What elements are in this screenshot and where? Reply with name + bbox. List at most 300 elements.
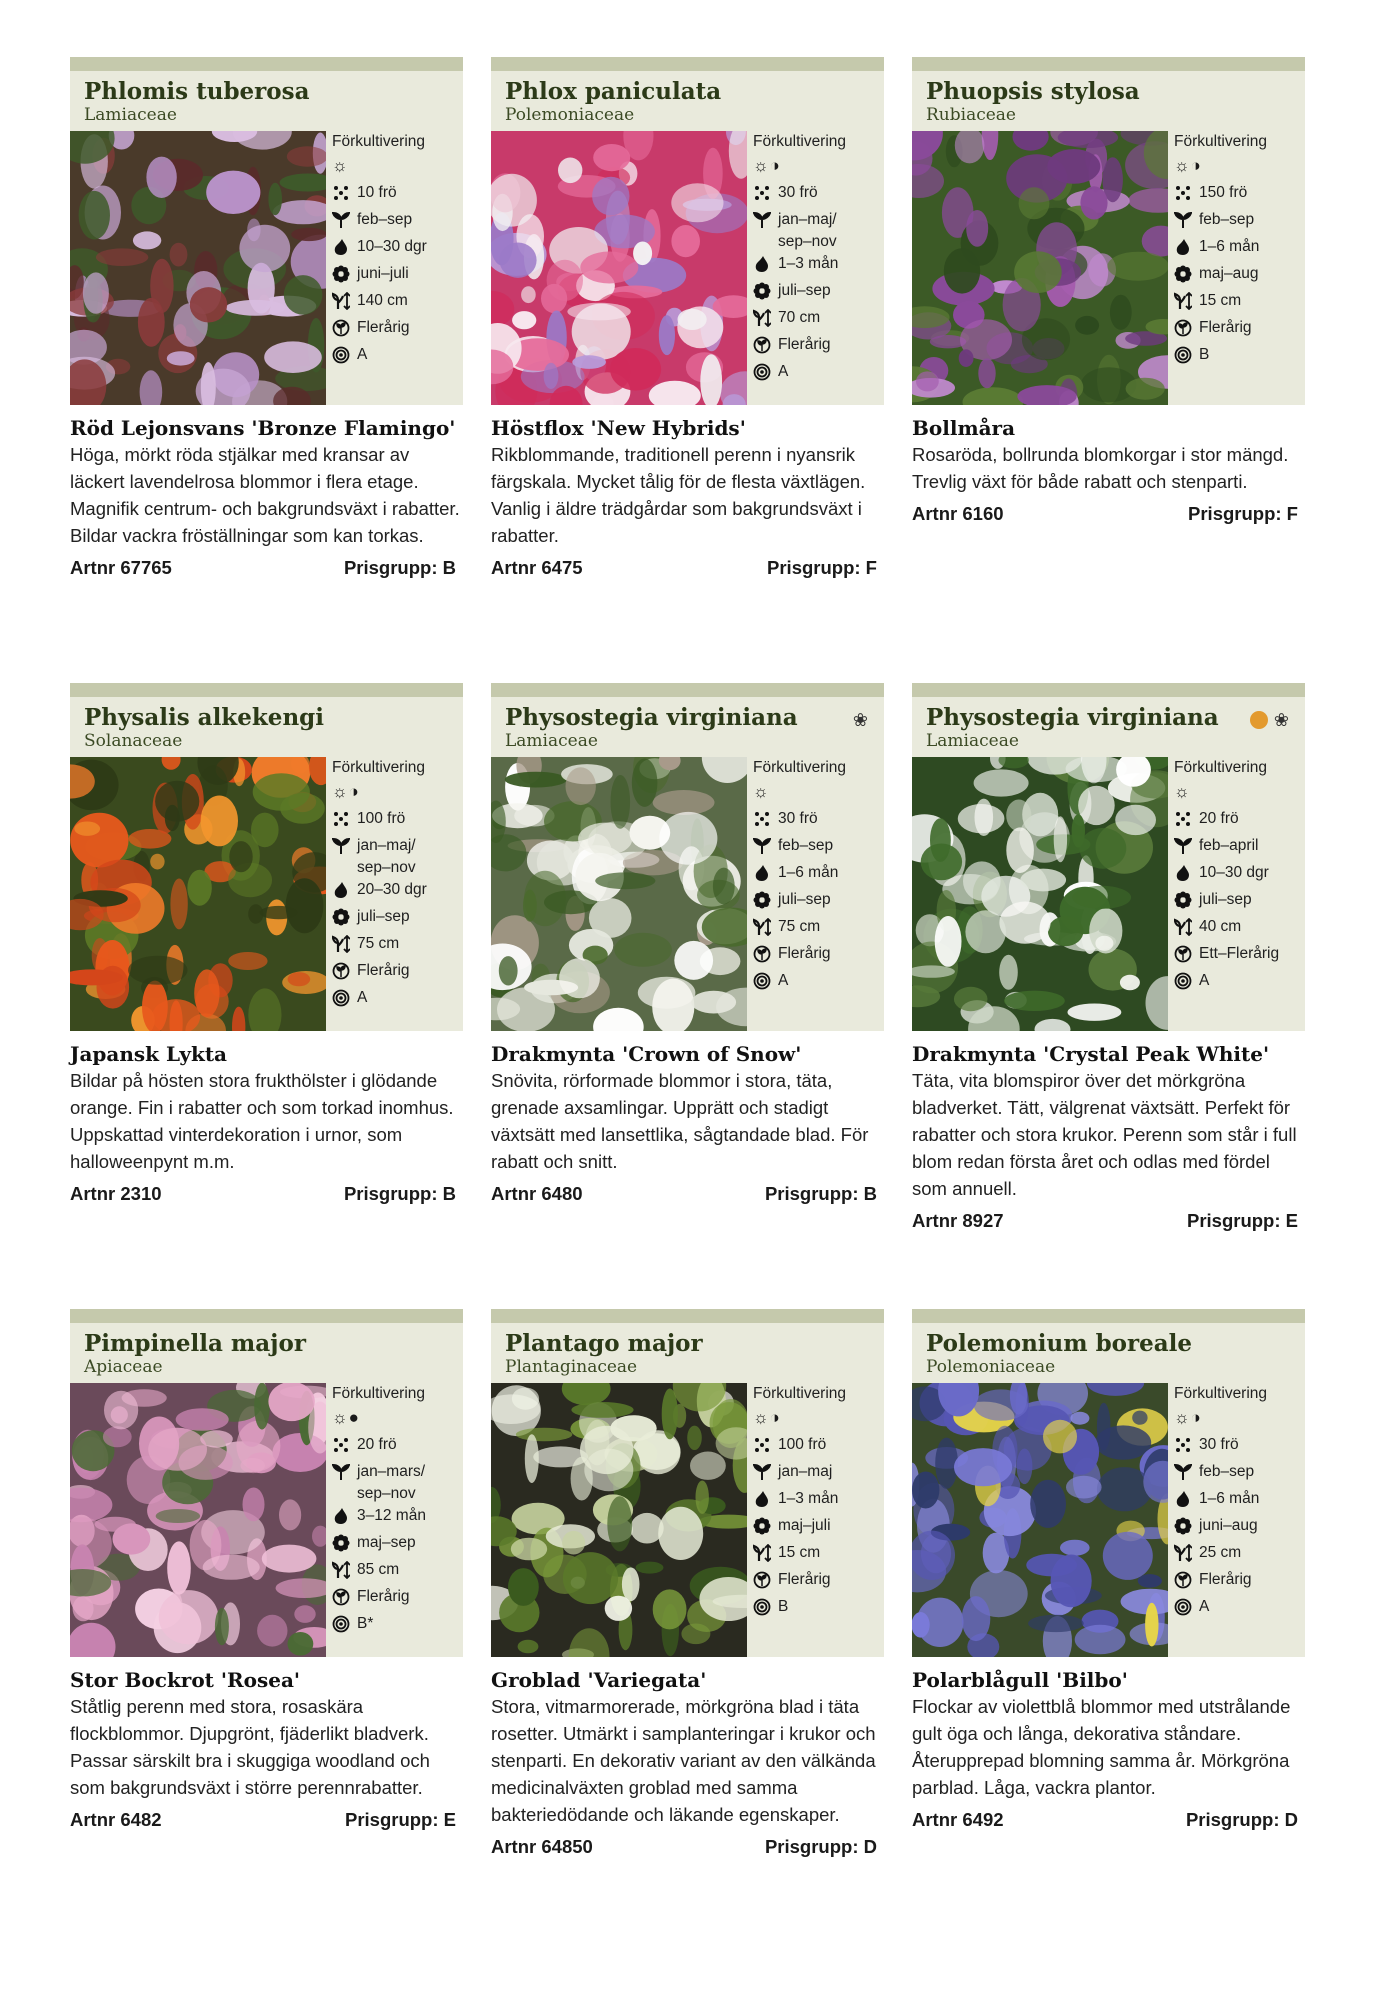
- seed-count-row: [1174, 808, 1305, 835]
- height-row: [332, 933, 463, 960]
- hardiness-zone: A: [1199, 1598, 1210, 1615]
- germination-row: [753, 1488, 884, 1515]
- hardiness-zone: A: [357, 989, 368, 1006]
- flower-icon: [753, 1517, 771, 1535]
- sowing-time: feb–sep: [1199, 211, 1255, 228]
- height-row: [1174, 290, 1305, 317]
- cultivation-facts: [747, 757, 884, 1031]
- info-box: [491, 683, 884, 1031]
- lifespan: Flerårig: [357, 1588, 410, 1605]
- seed-count-row: [753, 182, 884, 209]
- hardiness-row: [332, 1613, 463, 1640]
- lifespan-row: [753, 1569, 884, 1596]
- sowing-icon: [1174, 837, 1192, 855]
- product-card: [491, 1309, 884, 1935]
- product-description: Ståtlig perenn med stora, rosaskära flockblommor. Djupgrönt, fjäderlikt bladverk. Passar särskilt bra i skuggiga woodland och som bakgrundsväxt i större perennrabatter.: [70, 1696, 430, 1798]
- lifespan: Flerårig: [1199, 1571, 1252, 1588]
- sun-icon: ☼◑: [1174, 156, 1202, 175]
- bloom-time: juli–sep: [778, 282, 831, 299]
- lifespan-icon: [1174, 945, 1192, 963]
- germination-time: 1–3 mån: [778, 255, 839, 272]
- seed-count: 30 frö: [778, 184, 818, 201]
- seed-drop-icon: [1174, 238, 1192, 256]
- light-row: [332, 155, 463, 182]
- product-description: Rikblommande, traditionell perenn i nyansrik färgskala. Mycket tålig för de flesta växtlägen. Vanlig i äldre trädgårdar som bakgrundsväxt i rabatter.: [491, 444, 866, 546]
- scientific-name: Physostegia virginiana: [505, 704, 798, 731]
- hardiness-zone: A: [778, 363, 789, 380]
- seed-drop-icon: [753, 255, 771, 273]
- bee-icon: ❀: [1273, 710, 1289, 730]
- phlomis-photo: [70, 131, 326, 405]
- product-card: [70, 1309, 463, 1935]
- product-meta: [491, 555, 877, 581]
- sowing-row: [753, 1461, 884, 1488]
- seeds-icon: [332, 184, 350, 202]
- info-box: [70, 683, 463, 1031]
- height-icon: [332, 1561, 350, 1579]
- product-description: Täta, vita blomspiror över det mörkgröna bladverket. Tätt, välgrenat växtsätt. Perfekt för rabatter och stora krukor. Perenn som står i full blom redan första året och odlas med fördel som annuell.: [912, 1070, 1297, 1199]
- height-icon: [1174, 1544, 1192, 1562]
- flower-icon: [1174, 891, 1192, 909]
- phlox-photo: [491, 131, 747, 405]
- hardiness-row: [1174, 970, 1305, 997]
- seed-count: 10 frö: [357, 184, 397, 201]
- target-icon: [332, 346, 350, 364]
- preculture-label: Förkultivering: [1174, 1385, 1268, 1402]
- bloom-row: [753, 1515, 884, 1542]
- preculture-label: Förkultivering: [332, 1385, 426, 1402]
- height-row: [1174, 916, 1305, 943]
- product-description: Rosaröda, bollrunda blomkorgar i stor mängd. Trevlig växt för både rabatt och stenparti.: [912, 444, 1289, 492]
- price-group: Prisgrupp: B: [343, 1183, 456, 1204]
- family-name: Lamiaceae: [505, 731, 598, 751]
- light-row: [332, 781, 463, 808]
- plant-height: 15 cm: [1199, 292, 1242, 309]
- sowing-icon: [1174, 1463, 1192, 1481]
- card-header: [912, 697, 1305, 751]
- sowing-row: [332, 209, 463, 236]
- price-group: Prisgrupp: B: [343, 557, 456, 578]
- badges: [1250, 711, 1289, 729]
- height-icon: [753, 918, 771, 936]
- flower-icon: [332, 265, 350, 283]
- scientific-name: Physalis alkekengi: [84, 704, 324, 731]
- preculture-label: Förkultivering: [1174, 759, 1268, 776]
- lifespan-row: [1174, 1569, 1305, 1596]
- price-group: Prisgrupp: F: [1188, 503, 1298, 524]
- card-header: [70, 1323, 463, 1377]
- sun-icon: ☼◑: [332, 782, 360, 801]
- seed-count: 20 frö: [1199, 810, 1239, 827]
- germination-row: [1174, 236, 1305, 263]
- product-title: Bollmåra: [912, 416, 1016, 440]
- preculture-label: Förkultivering: [753, 133, 847, 150]
- hardiness-zone: B: [1199, 346, 1210, 363]
- product-card: [912, 57, 1305, 683]
- target-icon: [753, 1598, 771, 1616]
- polemonium-photo: [912, 1383, 1168, 1657]
- bloom-time: maj–juli: [778, 1517, 831, 1534]
- sun-icon: ☼◑: [753, 156, 781, 175]
- seed-drop-icon: [332, 1507, 350, 1525]
- flower-icon: [753, 282, 771, 300]
- plant-height: 75 cm: [778, 918, 821, 935]
- article-number: Artnr 67765: [70, 557, 172, 578]
- physalis-photo: [70, 757, 326, 1031]
- info-box: [491, 1309, 884, 1657]
- flower-icon: [1174, 1517, 1192, 1535]
- germination-time: 1–3 mån: [778, 1490, 839, 1507]
- sowing-time: jan–mars/ sep–nov: [357, 1463, 426, 1502]
- product-meta: [912, 1208, 1298, 1234]
- product-description: Höga, mörkt röda stjälkar med kransar av läckert lavendelrosa blommor i flera etage. Magnifik centrum- och bakgrundsväxt i rabatter. Bildar vackra fröställningar som kan torkas.: [70, 444, 460, 546]
- preculture-label: Förkultivering: [753, 759, 847, 776]
- sowing-row: [332, 1461, 463, 1505]
- height-icon: [753, 1544, 771, 1562]
- product-title: Stor Bockrot 'Rosea': [70, 1668, 301, 1692]
- height-icon: [1174, 292, 1192, 310]
- product-meta: [70, 1807, 456, 1833]
- seeds-icon: [753, 810, 771, 828]
- bloom-row: [753, 280, 884, 307]
- sowing-row: [332, 835, 463, 879]
- flower-icon: [332, 908, 350, 926]
- product-title: Röd Lejonsvans 'Bronze Flamingo': [70, 416, 456, 440]
- height-icon: [753, 309, 771, 327]
- lifespan-icon: [332, 319, 350, 337]
- seed-count: 20 frö: [357, 1436, 397, 1453]
- bloom-row: [332, 906, 463, 933]
- seed-drop-icon: [1174, 1490, 1192, 1508]
- physostegia-snow-photo: [491, 757, 747, 1031]
- light-row: [1174, 155, 1305, 182]
- bloom-row: [1174, 263, 1305, 290]
- germination-row: [332, 879, 463, 906]
- card-header: [912, 71, 1305, 125]
- product-meta: [491, 1834, 877, 1860]
- seed-drop-icon: [332, 238, 350, 256]
- info-box: [912, 1309, 1305, 1657]
- pimpinella-photo: [70, 1383, 326, 1657]
- seed-count: 100 frö: [778, 1436, 827, 1453]
- lifespan: Flerårig: [778, 336, 831, 353]
- hardiness-row: [1174, 344, 1305, 371]
- target-icon: [753, 363, 771, 381]
- germination-time: 1–6 mån: [778, 864, 839, 881]
- lifespan: Flerårig: [357, 319, 410, 336]
- seeds-icon: [1174, 184, 1192, 202]
- sun-icon: ☼●: [332, 1408, 360, 1427]
- cultivation-facts: [326, 131, 463, 405]
- sowing-icon: [753, 1463, 771, 1481]
- article-number: Artnr 6480: [491, 1183, 583, 1204]
- light-row: [332, 1407, 463, 1434]
- target-icon: [753, 972, 771, 990]
- info-box: [912, 683, 1305, 1031]
- light-row: [1174, 1407, 1305, 1434]
- info-box: [491, 57, 884, 405]
- seeds-icon: [753, 1436, 771, 1454]
- article-number: Artnr 64850: [491, 1836, 593, 1857]
- article-number: Artnr 8927: [912, 1210, 1004, 1231]
- cultivation-facts: [1168, 1383, 1305, 1657]
- product-card: [912, 683, 1305, 1309]
- sowing-icon: [332, 1463, 350, 1481]
- target-icon: [332, 989, 350, 1007]
- family-name: Plantaginaceae: [505, 1357, 638, 1377]
- card-header: [491, 71, 884, 125]
- sun-icon: ☼: [332, 156, 349, 175]
- sowing-row: [1174, 209, 1305, 236]
- product-card: [491, 683, 884, 1309]
- bloom-time: maj–sep: [357, 1534, 416, 1551]
- sowing-row: [1174, 1461, 1305, 1488]
- bloom-row: [332, 263, 463, 290]
- lifespan-row: [753, 334, 884, 361]
- orange-dot-icon: [1250, 711, 1268, 729]
- germination-time: 10–30 dgr: [357, 238, 427, 255]
- light-row: [753, 781, 884, 808]
- lifespan-row: [332, 960, 463, 987]
- bloom-time: juli–sep: [357, 908, 410, 925]
- plant-height: 85 cm: [357, 1561, 400, 1578]
- lifespan-icon: [332, 1588, 350, 1606]
- cultivation-facts: [747, 1383, 884, 1657]
- preculture-label: Förkultivering: [1174, 133, 1268, 150]
- preculture-label: Förkultivering: [332, 133, 426, 150]
- seed-drop-icon: [753, 1490, 771, 1508]
- light-row: [1174, 781, 1305, 808]
- cultivation-facts: [326, 1383, 463, 1657]
- scientific-name: Plantago major: [505, 1330, 703, 1357]
- height-row: [753, 1542, 884, 1569]
- height-row: [753, 307, 884, 334]
- bloom-row: [1174, 889, 1305, 916]
- sowing-time: feb–sep: [778, 837, 834, 854]
- seed-count-row: [332, 808, 463, 835]
- bloom-row: [332, 1532, 463, 1559]
- card-header: [70, 71, 463, 125]
- seed-count-row: [1174, 1434, 1305, 1461]
- sun-icon: ☼: [1174, 782, 1191, 801]
- sowing-time: feb–sep: [1199, 1463, 1255, 1480]
- phuopsis-photo: [912, 131, 1168, 405]
- germination-row: [753, 253, 884, 280]
- seed-count-row: [332, 1434, 463, 1461]
- sowing-time: jan–maj/ sep–nov: [357, 837, 416, 876]
- bee-icon: ❀: [852, 710, 868, 730]
- sowing-icon: [753, 837, 771, 855]
- product-title: Polarblågull 'Bilbo': [912, 1668, 1128, 1692]
- sun-icon: ☼: [753, 782, 770, 801]
- seed-count: 100 frö: [357, 810, 406, 827]
- hardiness-row: [753, 1596, 884, 1623]
- family-name: Lamiaceae: [926, 731, 1019, 751]
- flower-icon: [1174, 265, 1192, 283]
- lifespan-icon: [1174, 1571, 1192, 1589]
- height-row: [753, 916, 884, 943]
- lifespan: Flerårig: [778, 945, 831, 962]
- card-header: [491, 697, 884, 751]
- seed-count-row: [1174, 182, 1305, 209]
- scientific-name: Phuopsis stylosa: [926, 78, 1140, 105]
- germination-row: [1174, 1488, 1305, 1515]
- lifespan-row: [1174, 317, 1305, 344]
- target-icon: [1174, 1598, 1192, 1616]
- seeds-icon: [1174, 1436, 1192, 1454]
- target-icon: [1174, 972, 1192, 990]
- sowing-icon: [1174, 211, 1192, 229]
- bloom-time: juli–sep: [1199, 891, 1252, 908]
- card-header: [70, 697, 463, 751]
- seed-count-row: [753, 808, 884, 835]
- lifespan: Flerårig: [778, 1571, 831, 1588]
- seed-drop-icon: [332, 881, 350, 899]
- seeds-icon: [332, 1436, 350, 1454]
- sowing-icon: [753, 211, 771, 229]
- product-meta: [912, 1807, 1298, 1833]
- bloom-row: [753, 889, 884, 916]
- hardiness-zone: A: [357, 346, 368, 363]
- sun-icon: ☼◑: [1174, 1408, 1202, 1427]
- product-description: Flockar av violettblå blommor med utstrålande gult öga och långa, dekorativa ståndare. Återupprepad blomning samma år. Mörkgröna parblad. Låga, vackra plantor.: [912, 1696, 1291, 1798]
- sowing-time: jan–maj: [778, 1463, 833, 1480]
- product-card: [70, 683, 463, 1309]
- sowing-time: feb–april: [1199, 837, 1259, 854]
- plant-height: 75 cm: [357, 935, 400, 952]
- lifespan: Ett–Flerårig: [1199, 945, 1280, 962]
- scientific-name: Phlox paniculata: [505, 78, 722, 105]
- family-name: Polemoniaceae: [926, 1357, 1056, 1377]
- germination-row: [332, 236, 463, 263]
- hardiness-zone: B*: [357, 1615, 374, 1632]
- sowing-time: jan–maj/ sep–nov: [778, 211, 837, 250]
- target-icon: [332, 1615, 350, 1633]
- germination-row: [753, 862, 884, 889]
- family-name: Solanaceae: [84, 731, 183, 751]
- lifespan-row: [332, 317, 463, 344]
- hardiness-row: [1174, 1596, 1305, 1623]
- product-meta: [491, 1181, 877, 1207]
- lifespan-row: [753, 943, 884, 970]
- product-description: Snövita, rörformade blommor i stora, täta, grenade axsamlingar. Upprätt och stadigt växtsätt med lansettlika, sågtandade blad. För rabatt och snitt.: [491, 1070, 869, 1172]
- seed-drop-icon: [753, 864, 771, 882]
- product-card: [70, 57, 463, 683]
- germination-time: 1–6 mån: [1199, 1490, 1260, 1507]
- height-icon: [332, 292, 350, 310]
- plant-height: 25 cm: [1199, 1544, 1242, 1561]
- cultivation-facts: [326, 757, 463, 1031]
- seed-count: 150 frö: [1199, 184, 1248, 201]
- scientific-name: Physostegia virginiana: [926, 704, 1219, 731]
- product-meta: [912, 501, 1298, 527]
- family-name: Rubiaceae: [926, 105, 1016, 125]
- price-group: Prisgrupp: E: [1186, 1210, 1298, 1231]
- product-title: Drakmynta 'Crystal Peak White': [912, 1042, 1270, 1066]
- product-title: Groblad 'Variegata': [491, 1668, 707, 1692]
- germination-time: 3–12 mån: [357, 1507, 426, 1524]
- cultivation-facts: [1168, 757, 1305, 1031]
- lifespan: Flerårig: [1199, 319, 1252, 336]
- bloom-time: juni–juli: [357, 265, 409, 282]
- article-number: Artnr 6475: [491, 557, 583, 578]
- sowing-row: [1174, 835, 1305, 862]
- lifespan-row: [1174, 943, 1305, 970]
- hardiness-row: [332, 987, 463, 1014]
- lifespan-icon: [753, 945, 771, 963]
- article-number: Artnr 6492: [912, 1809, 1004, 1830]
- seed-count-row: [332, 182, 463, 209]
- plant-height: 40 cm: [1199, 918, 1242, 935]
- price-group: Prisgrupp: B: [764, 1183, 877, 1204]
- info-box: [70, 57, 463, 405]
- scientific-name: Phlomis tuberosa: [84, 78, 310, 105]
- article-number: Artnr 2310: [70, 1183, 162, 1204]
- seeds-icon: [332, 810, 350, 828]
- scientific-name: Polemonium boreale: [926, 1330, 1193, 1357]
- product-meta: [70, 555, 456, 581]
- lifespan-icon: [753, 1571, 771, 1589]
- sowing-row: [753, 209, 884, 253]
- article-number: Artnr 6160: [912, 503, 1004, 524]
- preculture-label: Förkultivering: [753, 1385, 847, 1402]
- plantago-photo: [491, 1383, 747, 1657]
- plant-height: 15 cm: [778, 1544, 821, 1561]
- lifespan-icon: [1174, 319, 1192, 337]
- germination-row: [332, 1505, 463, 1532]
- seed-count: 30 frö: [778, 810, 818, 827]
- family-name: Apiaceae: [84, 1357, 163, 1377]
- hardiness-zone: B: [778, 1598, 789, 1615]
- price-group: Prisgrupp: D: [1185, 1809, 1298, 1830]
- lifespan-icon: [753, 336, 771, 354]
- sowing-row: [753, 835, 884, 862]
- info-box: [70, 1309, 463, 1657]
- product-card: [912, 1309, 1305, 1935]
- info-box: [912, 57, 1305, 405]
- product-title: Japansk Lykta: [70, 1042, 228, 1066]
- bloom-time: maj–aug: [1199, 265, 1259, 282]
- plant-height: 140 cm: [357, 292, 408, 309]
- sun-icon: ☼◑: [753, 1408, 781, 1427]
- price-group: Prisgrupp: F: [767, 557, 877, 578]
- lifespan-icon: [332, 962, 350, 980]
- bloom-time: juli–sep: [778, 891, 831, 908]
- family-name: Polemoniaceae: [505, 105, 635, 125]
- card-header: [912, 1323, 1305, 1377]
- seeds-icon: [753, 184, 771, 202]
- flower-icon: [332, 1534, 350, 1552]
- germination-time: 1–6 mån: [1199, 238, 1260, 255]
- product-description: Bildar på hösten stora frukthölster i glödande orange. Fin i rabatter och som torkad inomhus. Uppskattad vinterdekoration i urnor, som halloweenpynt m.m.: [70, 1070, 454, 1172]
- product-meta: [70, 1181, 456, 1207]
- product-description: Stora, vitmarmorerade, mörkgröna blad i täta rosetter. Utmärkt i samplanteringar i krukor och stenparti. En dekorativ variant av den välkända medicinalväxten groblad med samma bakteriedödande och läkande egenskaper.: [491, 1696, 876, 1825]
- target-icon: [1174, 346, 1192, 364]
- plant-height: 70 cm: [778, 309, 821, 326]
- bloom-time: juni–aug: [1199, 1517, 1258, 1534]
- product-title: Drakmynta 'Crown of Snow': [491, 1042, 802, 1066]
- hardiness-zone: A: [778, 972, 789, 989]
- flower-icon: [753, 891, 771, 909]
- product-title: Höstflox 'New Hybrids': [491, 416, 746, 440]
- sowing-icon: [332, 837, 350, 855]
- height-icon: [1174, 918, 1192, 936]
- height-row: [1174, 1542, 1305, 1569]
- hardiness-row: [332, 344, 463, 371]
- bloom-row: [1174, 1515, 1305, 1542]
- light-row: [753, 155, 884, 182]
- germination-time: 20–30 dgr: [357, 881, 427, 898]
